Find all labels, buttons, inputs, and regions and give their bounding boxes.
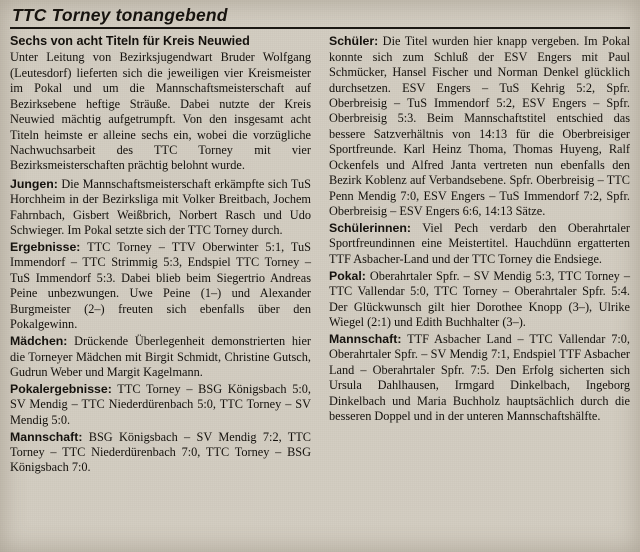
section-label: Ergebnisse: bbox=[10, 240, 81, 255]
section-label: Schüler: bbox=[329, 34, 379, 49]
section-label: Jungen: bbox=[10, 176, 58, 191]
section-pokalergebnisse bbox=[10, 382, 311, 428]
section-mannschaft-right bbox=[329, 332, 630, 425]
section-label: Mannschaft: bbox=[329, 331, 402, 346]
section-text: TTC Torney – BSG Königsbach 5:0, SV Mendig – TTC Niederdürenbach 5:0, TTC Torney – SV Mendig 5:0. bbox=[10, 381, 311, 427]
section-text: BSG Königsbach – SV Mendig 7:2, TTC Torney – TTC Niederdürenbach 7:0, TTC Torney – BSG Königsbach 7:0. bbox=[10, 429, 311, 475]
section-label: Mädchen: bbox=[10, 334, 68, 349]
section-label: Schülerinnen: bbox=[329, 220, 411, 235]
page-title: TTC Torney tonangebend bbox=[12, 5, 228, 25]
section-text: TTF Asbacher Land – TTC Vallendar 7:0, Oberahrtaler Spfr. – SV Mendig 7:1, Endspiel TTF Asbacher Land – Oberahrtaler Spfr. 7:5. Den Erfolg sicherten sich Ursula Dahlhausen, Irmgard Dinkelbach, Ingeborg Dinkelbach und Maria Buchholz hauptsächlich durch die besseren Doppel und in der unteren Mannschaftshälfte. bbox=[329, 331, 630, 423]
section-text: Viel Pech verdarb den Oberahrtaler Sportfreundinnen eine Meistertitel. Hauchdünn ergatterten TTF Asbacher-Land und der TTC Torney die Endsiege. bbox=[329, 220, 630, 266]
intro-paragraph: Unter Leitung von Bezirksjugendwart Bruder Wolfgang (Leutesdorf) lieferten sich die jeweiligen vier Kreismeister im Pokal und um die Mannschaftsmeisterschaft auf Bezirksebene heftige Sträuße. Dabei nutzte der Kreis Neuwied mächtig aufgetrumpft. Von den insgesamt acht Titeln heimste er alleine sechs ein, wobei die vorzügliche Nachwuchsarbeit des TTC Torney mit vier Bezirksmeisterschaften prächtig belohnt wurde. bbox=[10, 50, 311, 173]
section-schuelerinnen bbox=[329, 221, 630, 267]
section-mannschaft-left bbox=[10, 430, 311, 476]
section-maedchen bbox=[10, 334, 311, 380]
section-text: Drückende Überlegenheit demonstrierten hier die Torneyer Mädchen mit Birgit Schmidt, Christine Gutsch, Gudrun Weber und Margit Kagelmann. bbox=[10, 334, 311, 379]
article-subhead: Sechs von acht Titeln für Kreis Neuwied bbox=[10, 34, 250, 49]
section-pokal bbox=[329, 269, 630, 331]
section-text: TTC Torney – TTV Oberwinter 5:1, TuS Immendorf – TTC Strimmig 5:3, Endspiel TTC Torney – TuS Immendorf 5:3. Dabei blieb beim Siegertrio Andreas Peine unbezwungen. Uwe Peine (1–) und Alexander Burgmeister (2–) freuten sich ebenfalls über den Pokalgewinn. bbox=[10, 240, 311, 332]
section-text: Die Titel wurden hier knapp vergeben. Im Pokal konnte sich zum Schluß der ESV Engers mit Paul Schmücker, Hansel Fischer und Norman Denkel glücklich durchsetzen. ESV Engers – TuS Kehrig 5:2, Spfr. Oberbreisig – TuS Immendorf 5:2, ESV Engers – Spfr. Oberbreisig 5:3. Beim Mannschaftstitel entschied das bessere Satzverhältnis von 14:13 für die Oberbreisiger Sportfreunde. Karl Heinz Thoma, Thomas Huyeng, Ralf Ockenfels und Alfred Janta vertreten nun ebenfalls den Bezirk Koblenz auf Verbandsebene. Spfr. Oberbreisig – TTC Penn Mendig 7:0, ESV Engers – TuS Immendorf 7:2, Spfr. Oberbreisig – ESV Engers 6:6, 14:13 Sätze. bbox=[329, 34, 630, 219]
section-jungen bbox=[10, 177, 311, 239]
section-label: Pokalergebnisse: bbox=[10, 381, 112, 396]
article-columns bbox=[10, 34, 630, 534]
section-text: Die Mannschaftsmeisterschaft erkämpfte sich TuS Horchheim in der Bezirksliga mit Volker Breitbach, Jochem Fahrnbach, Gisbert Weißbrich, Norbert Rasch und Udo Schwieger. Im Pokal setzte sich der TTC Torney durch. bbox=[10, 176, 311, 238]
header-divider bbox=[10, 27, 630, 29]
left-column bbox=[10, 34, 320, 534]
section-schueler bbox=[329, 34, 630, 219]
right-column bbox=[320, 34, 630, 534]
section-label: Pokal: bbox=[329, 268, 366, 283]
section-text: Oberahrtaler Spfr. – SV Mendig 5:3, TTC Torney – TTC Vallendar 5:0, TTC Torney – Oberahrtaler Spfr. 5:4. Der Glückwunsch gilt hier Dorothee Knopp (3–), Ulrike Wiegel (2:1) und Edith Buchhalter (3–). bbox=[329, 268, 630, 329]
section-label: Mannschaft: bbox=[10, 429, 83, 444]
section-ergebnisse bbox=[10, 240, 311, 333]
